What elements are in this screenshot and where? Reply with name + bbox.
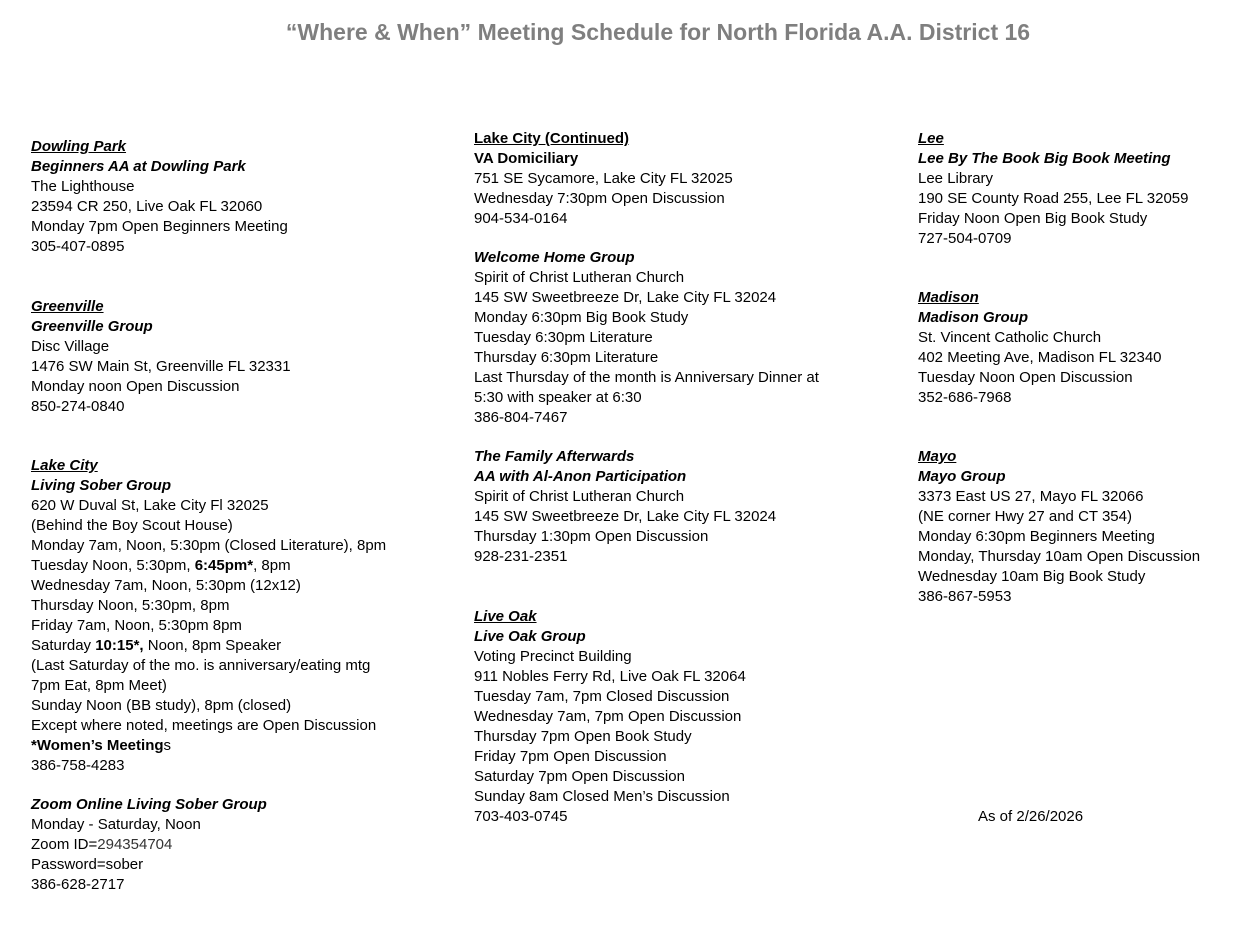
womens-meeting-note — [31, 736, 386, 756]
phone: 386-867-5953 — [918, 588, 1012, 605]
address: 3373 East US 27, Mayo FL 32066 — [918, 488, 1144, 505]
womens-meeting-label: *Women’s Meeting — [31, 737, 164, 754]
group-name: The Family Afterwards — [474, 448, 635, 465]
venue: Lee Library — [918, 170, 994, 187]
venue: Spirit of Christ Lutheran Church — [474, 269, 685, 286]
address: 402 Meeting Ave, Madison FL 32340 — [918, 349, 1162, 366]
phone: 928-231-2351 — [474, 548, 568, 565]
group-name: Zoom Online Living Sober Group — [31, 796, 267, 813]
meeting-line: Monday 7pm Open Beginners Meeting — [31, 218, 288, 235]
address: 23594 CR 250, Live Oak FL 32060 — [31, 198, 263, 215]
meeting-text: Tuesday Noon, 5:30pm, — [31, 557, 195, 574]
city-heading: Madison — [918, 289, 979, 306]
phone: 305-407-0895 — [31, 238, 125, 255]
phone: 850-274-0840 — [31, 398, 125, 415]
phone: 386-628-2717 — [31, 876, 125, 893]
meeting-line: Wednesday 7am, 7pm Open Discussion — [474, 708, 742, 725]
city-heading: Lee — [918, 130, 944, 147]
city-heading: Live Oak — [474, 608, 537, 625]
city-heading: Dowling Park — [31, 138, 127, 155]
group-subtitle: AA with Al-Anon Participation — [474, 468, 687, 485]
madison-section — [918, 288, 1162, 408]
address: 145 SW Sweetbreeze Dr, Lake City FL 32024 — [474, 289, 777, 306]
meeting-text: Noon, 8pm Speaker — [143, 637, 282, 654]
address-note: (NE corner Hwy 27 and CT 354) — [918, 508, 1132, 525]
phone: 727-504-0709 — [918, 230, 1012, 247]
meeting-line: Thursday 1:30pm Open Discussion — [474, 528, 709, 545]
address: 1476 SW Main St, Greenville FL 32331 — [31, 358, 291, 375]
as-of-date: As of 2/26/2026 — [978, 808, 1084, 825]
meeting-line: Wednesday 7am, Noon, 5:30pm (12x12) — [31, 577, 301, 594]
phone: 703-403-0745 — [474, 808, 568, 825]
greenville-section — [31, 297, 291, 417]
venue: Voting Precinct Building — [474, 648, 632, 665]
meeting-line: Thursday 6:30pm Literature — [474, 349, 659, 366]
city-heading: Greenville — [31, 298, 104, 315]
venue: Disc Village — [31, 338, 110, 355]
meeting-note: (Last Saturday of the mo. is anniversary/eating mtg — [31, 657, 371, 674]
meeting-line: Monday noon Open Discussion — [31, 378, 240, 395]
meeting-line: Tuesday Noon Open Discussion — [918, 369, 1133, 386]
meeting-note: Except where noted, meetings are Open Discussion — [31, 717, 377, 734]
address: 620 W Duval St, Lake City Fl 32025 — [31, 497, 269, 514]
group-name: VA Domiciliary — [474, 150, 579, 167]
meeting-text: Saturday — [31, 637, 96, 654]
lee-section — [918, 129, 1188, 249]
meeting-line — [31, 556, 386, 576]
meeting-line: Wednesday 7:30pm Open Discussion — [474, 190, 725, 207]
group-name: Living Sober Group — [31, 477, 172, 494]
meeting-line: Thursday Noon, 5:30pm, 8pm — [31, 597, 230, 614]
address-note: (Behind the Boy Scout House) — [31, 517, 233, 534]
phone: 904-534-0164 — [474, 210, 568, 227]
meeting-note: Last Thursday of the month is Anniversary Dinner at — [474, 369, 819, 386]
group-name: Welcome Home Group — [474, 249, 635, 266]
zoom-id-value: 294354704 — [97, 836, 173, 853]
lake-city-continued-section — [474, 129, 733, 229]
live-oak-section — [474, 607, 746, 827]
meeting-line: Monday 6:30pm Beginners Meeting — [918, 528, 1155, 545]
address: 751 SE Sycamore, Lake City FL 32025 — [474, 170, 733, 187]
zoom-id — [31, 835, 267, 855]
meeting-line — [31, 636, 386, 656]
meeting-line: Sunday Noon (BB study), 8pm (closed) — [31, 697, 292, 714]
address: 190 SE County Road 255, Lee FL 32059 — [918, 190, 1189, 207]
meeting-line: Friday 7am, Noon, 5:30pm 8pm — [31, 617, 242, 634]
phone: 386-758-4283 — [31, 757, 125, 774]
meeting-line: Monday, Thursday 10am Open Discussion — [918, 548, 1201, 565]
meeting-line: Monday 6:30pm Big Book Study — [474, 309, 689, 326]
address: 911 Nobles Ferry Rd, Live Oak FL 32064 — [474, 668, 746, 685]
meeting-line: Thursday 7pm Open Book Study — [474, 728, 692, 745]
meeting-line: Saturday 7pm Open Discussion — [474, 768, 685, 785]
meeting-highlight: 6:45pm* — [194, 557, 254, 574]
city-heading: Lake City — [31, 457, 98, 474]
address: 145 SW Sweetbreeze Dr, Lake City FL 32024 — [474, 508, 777, 525]
meeting-line: Friday 7pm Open Discussion — [474, 748, 667, 765]
womens-meeting-suffix: s — [163, 737, 172, 754]
phone: 352-686-7968 — [918, 389, 1012, 406]
group-name: Greenville Group — [31, 318, 153, 335]
zoom-section — [31, 795, 267, 895]
page-title: “Where & When” Meeting Schedule for North Florida A.A. District 16 — [285, 19, 1031, 45]
welcome-home-section — [474, 248, 819, 428]
meeting-note: 7pm Eat, 8pm Meet) — [31, 677, 167, 694]
group-name: Live Oak Group — [474, 628, 586, 645]
meeting-line: Tuesday 7am, 7pm Closed Discussion — [474, 688, 730, 705]
lake-city-section — [31, 456, 386, 776]
dowling-park-section — [31, 137, 288, 257]
mayo-section — [918, 447, 1200, 607]
family-afterwards-section — [474, 447, 776, 567]
venue: The Lighthouse — [31, 178, 135, 195]
meeting-line: Monday 7am, Noon, 5:30pm (Closed Literature), 8pm — [31, 537, 387, 554]
meeting-text: , 8pm — [253, 557, 291, 574]
city-heading: Lake City (Continued) — [474, 130, 630, 147]
meeting-highlight: 10:15*, — [95, 637, 144, 654]
phone: 386-804-7467 — [474, 409, 568, 426]
meeting-line: Friday Noon Open Big Book Study — [918, 210, 1148, 227]
venue: St. Vincent Catholic Church — [918, 329, 1102, 346]
group-name: Madison Group — [918, 309, 1028, 326]
city-heading: Mayo — [918, 448, 957, 465]
meeting-note: 5:30 with speaker at 6:30 — [474, 389, 642, 406]
zoom-password: Password=sober — [31, 856, 144, 873]
meeting-line: Monday - Saturday, Noon — [31, 816, 201, 833]
group-name: Beginners AA at Dowling Park — [31, 158, 246, 175]
group-name: Lee By The Book Big Book Meeting — [918, 150, 1171, 167]
meeting-line: Sunday 8am Closed Men’s Discussion — [474, 788, 730, 805]
group-name: Mayo Group — [918, 468, 1006, 485]
meeting-line: Wednesday 10am Big Book Study — [918, 568, 1146, 585]
venue: Spirit of Christ Lutheran Church — [474, 488, 685, 505]
meeting-line: Tuesday 6:30pm Literature — [474, 329, 653, 346]
zoom-id-label: Zoom ID= — [31, 836, 98, 853]
